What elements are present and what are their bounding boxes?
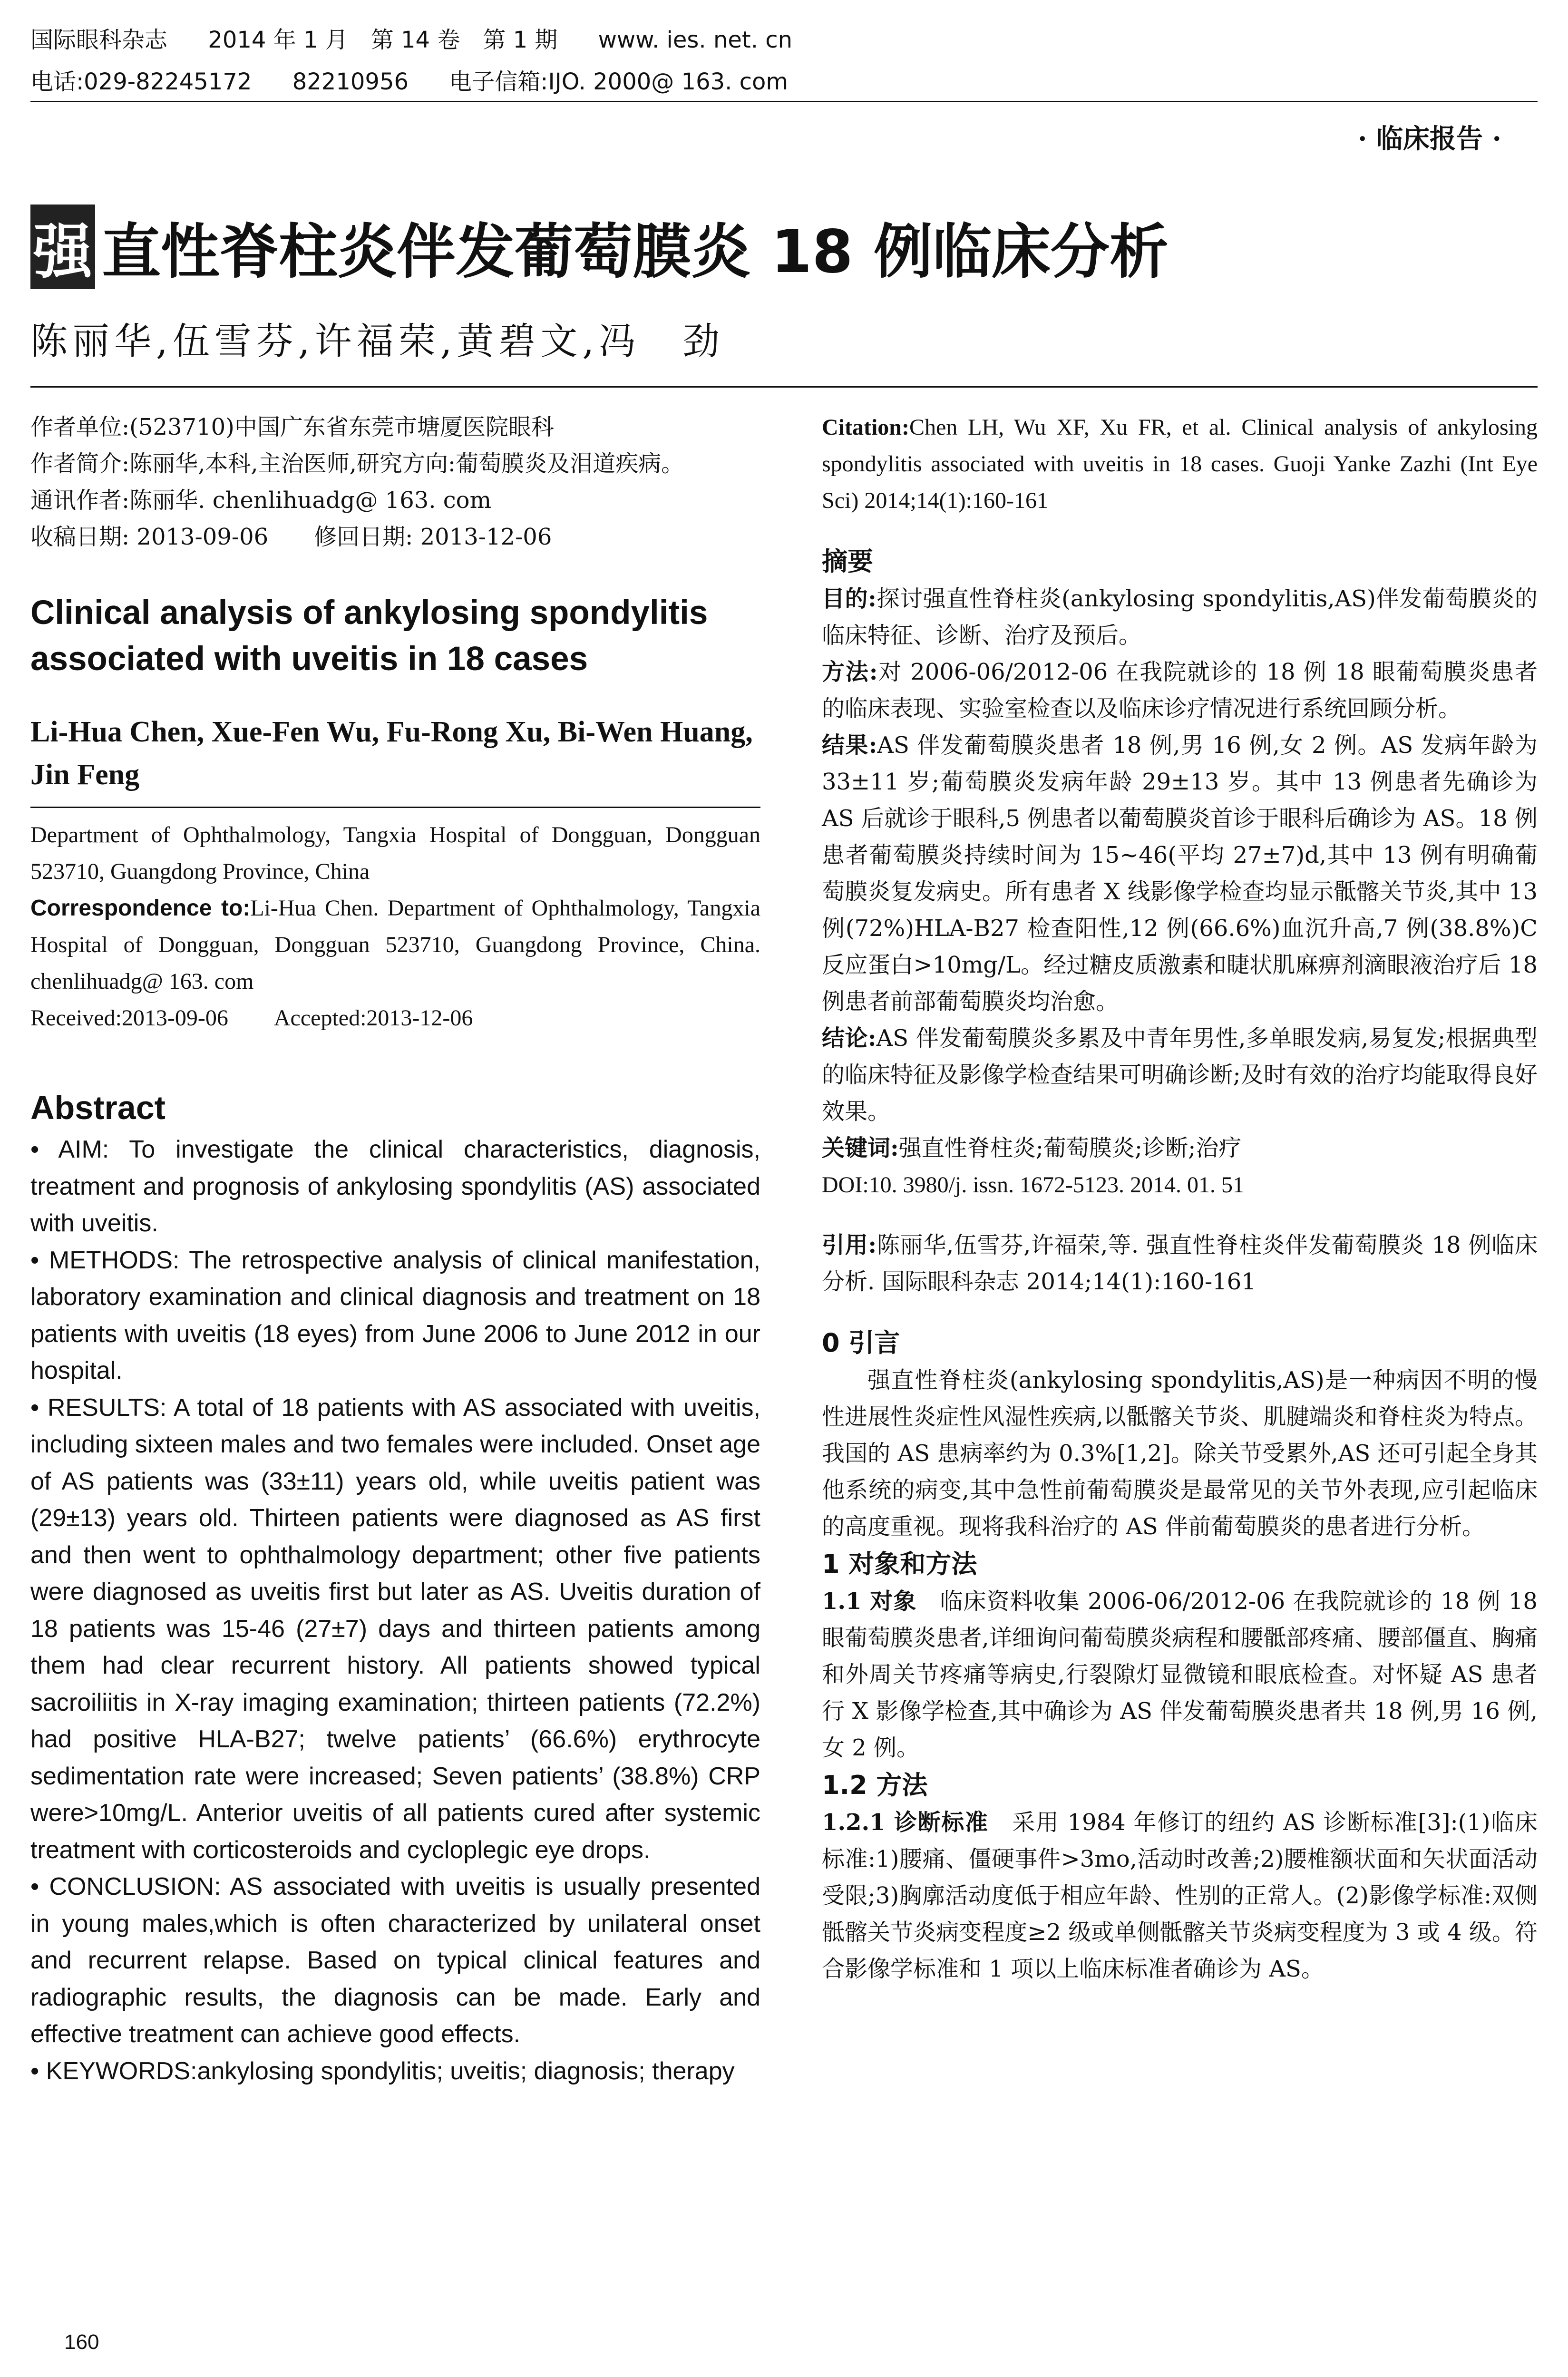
authors-divider xyxy=(30,386,1538,388)
citation xyxy=(822,409,1538,519)
abstract-cn-heading: 摘要 xyxy=(822,546,873,576)
authors-cn: 陈丽华,伍雪芬,许福荣,黄碧文,冯 劲 xyxy=(30,320,725,363)
method-text: 对 2006-06/2012-06 在我院就诊的 18 例 18 眼葡萄膜炎患者的临床表现、实验室检查以及临床诊疗情况进行系统回顾分析。 xyxy=(822,659,1538,722)
aim-text: 探讨强直性脊柱炎(ankylosing spondylitis,AS)伴发葡萄膜炎的临床特征、诊断、治疗及预后。 xyxy=(822,585,1538,649)
intro-text: 强直性脊柱炎(ankylosing spondylitis,AS)是一种病因不明的慢性进展性炎症性风湿性疾病,以骶髂关节炎、肌腱端炎和脊柱炎为特点。我国的 AS 患病率约为 0.3%[1,2]。除关节受累外,AS 还可引起全身其他系统的病变,其中急性前葡萄膜炎是最常见的关节外表现,应引起临床的高度重视。现将我科治疗的 AS 伴前葡萄膜炎的患者进行分析。 xyxy=(822,1367,1538,1540)
abstract-aim: • AIM: To investigate the clinical characteristics, diagnosis, treatment and prognosis of ankylosing spondylitis (AS) associated with uveitis. xyxy=(30,1136,760,1237)
title-rest: 直性脊柱炎伴发葡萄膜炎 18 例临床分析 xyxy=(102,218,1169,286)
journal-phone-2: 82210956 xyxy=(292,68,409,95)
abstract-results: • RESULTS: A total of 18 patients with AS associated with uveitis, including sixteen males and two females were included. Onset age of AS patients was (33±11) years old, while uveitis patient was (29±13) years old. Thirteen patients were diagnosed as AS first and then went to ophthalmology department; other five patients were diagnosed as uveitis first but later as AS. Uveitis duration of 18 patients was 15-46 (27±7) days and thirteen patients among them had clear recurrent history. All patients showed typical sacroiliitis in X-ray imaging examination; thirteen patients (72.2%) had positive HLA-B27; twelve patients’ (66.6%) erythrocyte sedimentation rate were increased; Seven patients’ (38.8%) CRP were>10mg/L. Anterior uveitis of all patients cured after systemic treatment with corticosteroids and cycloplegic eye drops. xyxy=(30,1393,760,1864)
abstract-cn-aim xyxy=(822,581,1538,654)
conclusion-text: AS 伴发葡萄膜炎多累及中青年男性,多单眼发病,易复发;根据典型的临床特征及影像学检查结果可明确诊断;及时有效的治疗均能取得良好效果。 xyxy=(822,1025,1538,1125)
citation-text: Chen LH, Wu XF, Xu FR, et al. Clinical analysis of ankylosing spondylitis associated with uveitis in 18 cases. Guoji Yanke Zazhi (Int Eye Sci) 2014;14(1):160-161 xyxy=(822,415,1538,513)
method-label: 方法: xyxy=(822,659,878,685)
criteria-text: 采用 1984 年修订的纽约 AS 诊断标准[3]:(1)临床标准:1)腰痛、僵硬事件>3mo,活动时改善;2)腰椎额状面和矢状面活动受限;3)胸廓活动度低于相应年龄、性别的正常人。(2)影像学标准:双侧骶髂关节炎病变程度≥2 级或单侧骶髂关节炎病变程度为 3 或 4 级。符合影像学标准和 1 项以上临床标准者确诊为 AS。 xyxy=(822,1809,1538,1982)
article-title xyxy=(30,205,1169,289)
cite-cn xyxy=(822,1227,1538,1300)
abstract-methods: • METHODS: The retrospective analysis of clinical manifestation, laboratory examination and clinical diagnosis and treatment on 18 patients with uveitis (18 eyes) from June 2006 to June 2012 in our hospital. xyxy=(30,1246,760,1384)
correspondence-label: Correspondence to: xyxy=(30,896,251,921)
abstract-cn-conclusion xyxy=(822,1020,1538,1130)
abstract-cn-result xyxy=(822,727,1538,1020)
page-number: 160 xyxy=(64,2330,99,2354)
keywords-label: 关键词: xyxy=(822,1135,899,1161)
methods-subheading: 1.2 方法 xyxy=(822,1770,928,1800)
section-label: · 临床报告 · xyxy=(1358,123,1501,155)
abstract-heading: Abstract xyxy=(30,1089,166,1126)
abstract-keywords: • KEYWORDS:ankylosing spondylitis; uveitis; diagnosis; therapy xyxy=(30,2057,735,2085)
corresponding-author: 通讯作者:陈丽华. chenlihuadg@ 163. com xyxy=(30,487,492,514)
right-column xyxy=(822,409,1538,1987)
english-authors: Li-Hua Chen, Xue-Fen Wu, Fu-Rong Xu, Bi-Wen Huang, Jin Feng xyxy=(30,716,753,791)
journal-email[interactable]: 电子信箱:IJO. 2000@ 163. com xyxy=(449,68,789,95)
subjects-text: 临床资料收集 2006-06/2012-06 在我院就诊的 18 例 18 眼葡萄膜炎患者,详细询问葡萄膜炎病程和腰骶部疼痛、腰部僵直、胸痛和外周关节疼痛等病史,行裂隙灯显微镜和眼底检查。对怀疑 AS 患者行 X 影像学检查,其中确诊为 AS 伴发葡萄膜炎患者共 18 例,男 16 例,女 2 例。 xyxy=(822,1588,1538,1761)
methods-heading: 1 对象和方法 xyxy=(822,1549,977,1579)
abstract-conclusion: • CONCLUSION: AS associated with uveitis is usually presented in young males,which is often characterized by unilateral onset and recurrent relapse. Based on typical clinical features and radiographic results, the diagnosis can be made. Early and effective treatment can achieve good effects. xyxy=(30,1873,760,2048)
cite-cn-label: 引用: xyxy=(822,1232,877,1258)
english-title: Clinical analysis of ankylosing spondylitis associated with uveitis in 18 cases xyxy=(30,594,708,678)
header-divider xyxy=(30,101,1538,102)
criteria-label: 1.2.1 诊断标准 xyxy=(822,1809,989,1836)
author-unit: 作者单位:(523710)中国广东省东莞市塘厦医院眼科 xyxy=(30,414,554,440)
cite-cn-text: 陈丽华,伍雪芬,许福荣,等. 强直性脊柱炎伴发葡萄膜炎 18 例临床分析. 国际眼科杂志 2014;14(1):160-161 xyxy=(822,1232,1538,1295)
doi[interactable]: DOI:10. 3980/j. issn. 1672-5123. 2014. 01. 51 xyxy=(822,1172,1244,1198)
aim-label: 目的: xyxy=(822,585,877,612)
journal-website[interactable]: www. ies. net. cn xyxy=(598,27,793,53)
result-text: AS 伴发葡萄膜炎患者 18 例,男 16 例,女 2 例。AS 发病年龄为 33±11 岁;葡萄膜炎发病年龄 29±13 岁。其中 13 例患者先确诊为 AS 后就诊于眼科,5 例患者以葡萄膜炎首诊于眼科后确诊为 AS。18 例患者葡萄膜炎持续时间为 15~46(平均 27±7)d,其中 13 例有明确葡萄膜炎复发病史。所有患者 X 线影像学检查均显示骶髂关节炎,其中 13 例(72%)HLA-B27 检查阳性,12 例(66.6%)血沉升高,7 例(38.8%)C 反应蛋白>10mg/L。经过糖皮质激素和睫状肌麻痹剂滴眼液治疗后 18 例患者前部葡萄膜炎均治愈。 xyxy=(822,732,1538,1015)
journal-phone: 电话:029-82245172 xyxy=(30,68,252,95)
intro-heading: 0 引言 xyxy=(822,1328,900,1358)
methods-subjects xyxy=(822,1583,1538,1766)
subjects-label: 1.1 对象 xyxy=(822,1588,917,1615)
citation-label: Citation: xyxy=(822,415,909,440)
result-label: 结果: xyxy=(822,732,877,759)
correspondence xyxy=(30,890,760,1000)
received-dates-cn: 收稿日期: 2013-09-06 修回日期: 2013-12-06 xyxy=(30,524,552,550)
author-bio: 作者简介:陈丽华,本科,主治医师,研究方向:葡萄膜炎及泪道疾病。 xyxy=(30,450,684,477)
received-dates-en: Received:2013-09-06 Accepted:2013-12-06 xyxy=(30,1005,473,1031)
journal-name: 国际眼科杂志 xyxy=(30,27,168,53)
journal-issue: 2014 年 1 月 第 14 卷 第 1 期 xyxy=(208,27,558,53)
abstract-cn-method xyxy=(822,654,1538,727)
correspondence-text: Li-Hua Chen. Department of Ophthalmology, Tangxia Hospital of Dongguan, Dongguan 523710, Guangdong Province, China. chenlihuadg@ 163. com xyxy=(30,896,760,994)
conclusion-label: 结论: xyxy=(822,1025,877,1052)
abstract-cn-keywords xyxy=(822,1130,1538,1167)
affiliation: Department of Ophthalmology, Tangxia Hospital of Dongguan, Dongguan 523710, Guangdong Province, China xyxy=(30,822,760,884)
journal-header xyxy=(30,19,1538,103)
title-first-char: 强 xyxy=(30,205,95,289)
keywords-text: 强直性脊柱炎;葡萄膜炎;诊断;治疗 xyxy=(898,1135,1242,1161)
left-column xyxy=(30,409,760,2090)
diagnostic-criteria xyxy=(822,1804,1538,1987)
english-authors-divider xyxy=(30,807,760,808)
